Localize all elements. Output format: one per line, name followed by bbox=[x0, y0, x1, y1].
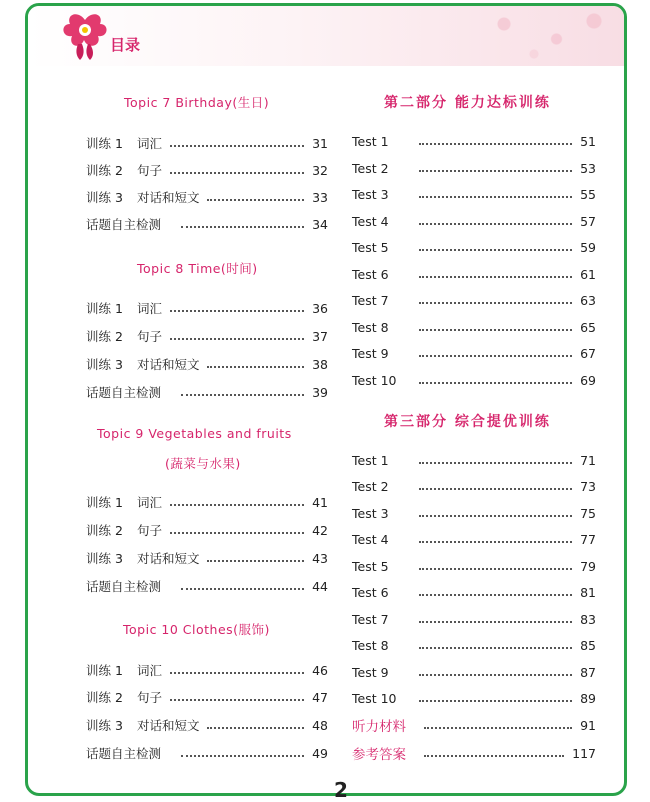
entry-page: 83 bbox=[580, 611, 596, 627]
entry-page: 51 bbox=[580, 133, 596, 149]
leader-dots bbox=[419, 462, 573, 464]
entry-label: 训练 3 bbox=[86, 190, 123, 205]
leader-dots bbox=[207, 560, 304, 562]
entry-label: 听力材料 bbox=[352, 719, 406, 735]
entry-label: Test 1 bbox=[352, 452, 389, 468]
leader-dots bbox=[419, 249, 573, 251]
leader-dots bbox=[170, 532, 304, 534]
entry-label: 话题自主检测 bbox=[86, 746, 162, 761]
entry-label: 训练 2 bbox=[86, 163, 123, 178]
topic-8-heading: Topic 8 Time(时间) bbox=[137, 261, 258, 276]
entry-page: 43 bbox=[312, 550, 328, 566]
entry-page: 33 bbox=[312, 189, 328, 205]
entry-label: Test 9 bbox=[352, 664, 389, 680]
toc-entry[interactable] bbox=[352, 636, 596, 654]
toc-entry[interactable] bbox=[86, 188, 328, 206]
entry-page: 53 bbox=[580, 160, 596, 176]
entry-label: Test 4 bbox=[352, 531, 389, 547]
entry-page: 39 bbox=[312, 384, 328, 400]
entry-page: 31 bbox=[312, 135, 328, 151]
leader-dots bbox=[419, 143, 573, 145]
entry-page: 67 bbox=[580, 345, 596, 361]
toc-entry[interactable] bbox=[352, 477, 596, 495]
leader-dots bbox=[419, 515, 573, 517]
entry-page: 59 bbox=[580, 239, 596, 255]
leader-dots bbox=[181, 226, 304, 228]
leader-dots bbox=[419, 674, 573, 676]
toc-entry[interactable] bbox=[86, 215, 328, 233]
entry-label: 话题自主检测 bbox=[86, 385, 162, 400]
toc-entry-answers[interactable] bbox=[352, 744, 596, 762]
toc-entry[interactable] bbox=[86, 134, 328, 152]
entry-label: 训练 2 bbox=[86, 329, 123, 344]
entry-page: 46 bbox=[312, 662, 328, 678]
leader-dots bbox=[170, 145, 304, 147]
entry-label: 训练 3 bbox=[86, 718, 123, 733]
leader-dots bbox=[170, 310, 304, 312]
entry-label: Test 5 bbox=[352, 239, 389, 255]
entry-label: Test 7 bbox=[352, 292, 389, 308]
entry-sub: 对话和短文 bbox=[136, 718, 200, 733]
part-2-heading: 第二部分 能力达标训练 bbox=[384, 95, 551, 111]
entry-page: 77 bbox=[580, 531, 596, 547]
entry-page: 47 bbox=[312, 689, 328, 705]
toc-entry[interactable] bbox=[352, 557, 596, 575]
entry-label: Test 4 bbox=[352, 213, 389, 229]
toc-entry[interactable] bbox=[352, 344, 596, 362]
leader-dots bbox=[419, 647, 573, 649]
entry-page: 49 bbox=[312, 745, 328, 761]
leader-dots bbox=[419, 196, 573, 198]
entry-page: 37 bbox=[312, 328, 328, 344]
toc-entry[interactable] bbox=[86, 327, 328, 345]
toc-entry[interactable] bbox=[86, 549, 328, 567]
entry-label: Test 3 bbox=[352, 186, 389, 202]
leader-dots bbox=[419, 382, 573, 384]
entry-page: 41 bbox=[312, 494, 328, 510]
leader-dots bbox=[419, 329, 573, 331]
page-number: 2 bbox=[334, 778, 348, 802]
entry-page: 61 bbox=[580, 266, 596, 282]
entry-sub: 对话和短文 bbox=[136, 190, 200, 205]
leader-dots bbox=[419, 302, 573, 304]
entry-page: 34 bbox=[312, 216, 328, 232]
toc-entry[interactable] bbox=[352, 451, 596, 469]
entry-page: 71 bbox=[580, 452, 596, 468]
entry-label: 训练 1 bbox=[86, 136, 123, 151]
entry-page: 79 bbox=[580, 558, 596, 574]
entry-page: 48 bbox=[312, 717, 328, 733]
entry-page: 57 bbox=[580, 213, 596, 229]
entry-sub: 词汇 bbox=[136, 663, 162, 678]
leader-dots bbox=[170, 338, 304, 340]
contents-title: 目录 bbox=[110, 36, 141, 54]
leader-dots bbox=[419, 541, 573, 543]
entry-page: 87 bbox=[580, 664, 596, 680]
topic-9-heading: Topic 9 Vegetables and fruits bbox=[97, 426, 292, 441]
entry-label: 话题自主检测 bbox=[86, 217, 162, 232]
leader-dots bbox=[170, 699, 304, 701]
entry-label: 训练 2 bbox=[86, 690, 123, 705]
lace-decoration bbox=[474, 6, 624, 66]
toc-entry[interactable] bbox=[86, 577, 328, 595]
entry-label: 训练 3 bbox=[86, 551, 123, 566]
entry-page: 32 bbox=[312, 162, 328, 178]
entry-page: 55 bbox=[580, 186, 596, 202]
toc-entry[interactable] bbox=[352, 159, 596, 177]
entry-label: 训练 1 bbox=[86, 663, 123, 678]
toc-entry[interactable] bbox=[352, 371, 596, 389]
entry-sub: 对话和短文 bbox=[136, 357, 200, 372]
entry-sub: 对话和短文 bbox=[136, 551, 200, 566]
entry-label: 话题自主检测 bbox=[86, 579, 162, 594]
leader-dots bbox=[419, 223, 573, 225]
toc-entry[interactable] bbox=[86, 355, 328, 373]
entry-label: 训练 2 bbox=[86, 523, 123, 538]
entry-label: 训练 3 bbox=[86, 357, 123, 372]
toc-entry[interactable] bbox=[352, 530, 596, 548]
entry-label: Test 10 bbox=[352, 372, 397, 388]
leader-dots bbox=[207, 366, 304, 368]
toc-entry[interactable] bbox=[352, 265, 596, 283]
leader-dots bbox=[424, 755, 564, 757]
entry-page: 89 bbox=[580, 690, 596, 706]
entry-page: 63 bbox=[580, 292, 596, 308]
toc-entry[interactable] bbox=[352, 610, 596, 628]
entry-label: Test 8 bbox=[352, 637, 389, 653]
toc-entry[interactable] bbox=[352, 689, 596, 707]
entry-page: 73 bbox=[580, 478, 596, 494]
entry-page: 85 bbox=[580, 637, 596, 653]
entry-label: Test 5 bbox=[352, 558, 389, 574]
toc-entry[interactable] bbox=[86, 744, 328, 762]
leader-dots bbox=[419, 355, 573, 357]
leader-dots bbox=[170, 672, 304, 674]
toc-entry[interactable] bbox=[352, 212, 596, 230]
toc-entry[interactable] bbox=[86, 688, 328, 706]
entry-sub: 句子 bbox=[136, 163, 162, 178]
entry-label: Test 10 bbox=[352, 690, 397, 706]
toc-entry[interactable] bbox=[352, 238, 596, 256]
entry-label: Test 2 bbox=[352, 160, 389, 176]
entry-page: 75 bbox=[580, 505, 596, 521]
entry-label: Test 6 bbox=[352, 584, 389, 600]
leader-dots bbox=[181, 588, 304, 590]
leader-dots bbox=[419, 568, 573, 570]
toc-entry[interactable] bbox=[352, 504, 596, 522]
flower-logo-icon bbox=[60, 10, 110, 62]
toc-entry[interactable] bbox=[86, 521, 328, 539]
toc-entry[interactable] bbox=[86, 661, 328, 679]
leader-dots bbox=[419, 594, 573, 596]
topic-7-heading: Topic 7 Birthday(生日) bbox=[124, 95, 270, 110]
entry-page: 69 bbox=[580, 372, 596, 388]
topic-10-heading: Topic 10 Clothes(服饰) bbox=[123, 622, 270, 637]
leader-dots bbox=[424, 727, 572, 729]
leader-dots bbox=[170, 504, 304, 506]
leader-dots bbox=[207, 727, 304, 729]
entry-page: 65 bbox=[580, 319, 596, 335]
entry-label: 训练 1 bbox=[86, 495, 123, 510]
toc-entry[interactable] bbox=[352, 663, 596, 681]
entry-page: 38 bbox=[312, 356, 328, 372]
entry-page: 91 bbox=[580, 717, 596, 733]
leader-dots bbox=[419, 700, 573, 702]
toc-entry[interactable] bbox=[86, 161, 328, 179]
leader-dots bbox=[419, 488, 573, 490]
leader-dots bbox=[207, 199, 304, 201]
entry-page: 42 bbox=[312, 522, 328, 538]
entry-label: 训练 1 bbox=[86, 301, 123, 316]
entry-label: Test 6 bbox=[352, 266, 389, 282]
entry-label: Test 8 bbox=[352, 319, 389, 335]
entry-label: Test 2 bbox=[352, 478, 389, 494]
leader-dots bbox=[419, 621, 573, 623]
toc-entry[interactable] bbox=[352, 318, 596, 336]
entry-sub: 句子 bbox=[136, 523, 162, 538]
toc-entry[interactable] bbox=[352, 132, 596, 150]
entry-label: Test 3 bbox=[352, 505, 389, 521]
entry-label: 参考答案 bbox=[352, 747, 406, 763]
part-3-heading: 第三部分 综合提优训练 bbox=[384, 414, 551, 430]
topic-9-subheading: (蔬菜与水果) bbox=[165, 456, 241, 471]
entry-page: 117 bbox=[572, 745, 596, 761]
entry-sub: 句子 bbox=[136, 329, 162, 344]
entry-sub: 句子 bbox=[136, 690, 162, 705]
leader-dots bbox=[181, 394, 304, 396]
toc-entry[interactable] bbox=[86, 493, 328, 511]
leader-dots bbox=[170, 172, 304, 174]
entry-label: Test 7 bbox=[352, 611, 389, 627]
toc-entry-listening[interactable] bbox=[352, 716, 596, 734]
toc-entry[interactable] bbox=[86, 383, 328, 401]
entry-label: Test 9 bbox=[352, 345, 389, 361]
entry-label: Test 1 bbox=[352, 133, 389, 149]
entry-page: 44 bbox=[312, 578, 328, 594]
toc-entry[interactable] bbox=[86, 716, 328, 734]
toc-entry[interactable] bbox=[352, 583, 596, 601]
leader-dots bbox=[419, 276, 573, 278]
entry-sub: 词汇 bbox=[136, 136, 162, 151]
entry-sub: 词汇 bbox=[136, 495, 162, 510]
toc-entry[interactable] bbox=[352, 185, 596, 203]
entry-page: 81 bbox=[580, 584, 596, 600]
leader-dots bbox=[181, 755, 304, 757]
entry-sub: 词汇 bbox=[136, 301, 162, 316]
toc-entry[interactable] bbox=[86, 299, 328, 317]
entry-page: 36 bbox=[312, 300, 328, 316]
toc-entry[interactable] bbox=[352, 291, 596, 309]
leader-dots bbox=[419, 170, 573, 172]
